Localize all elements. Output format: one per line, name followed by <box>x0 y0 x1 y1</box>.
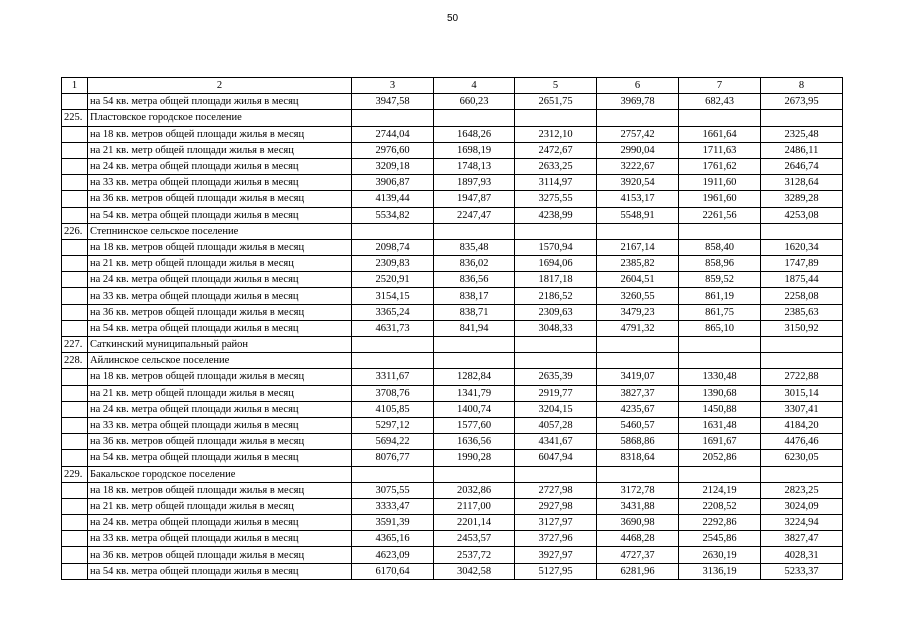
row-number: 226. <box>62 223 88 239</box>
value-cell: 3209,18 <box>352 158 434 174</box>
table-row <box>62 223 843 239</box>
value-cell: 3947,58 <box>352 94 434 110</box>
value-cell <box>352 466 434 482</box>
page-number: 50 <box>446 13 459 24</box>
value-cell: 4139,44 <box>352 191 434 207</box>
value-cell: 1961,60 <box>679 191 761 207</box>
row-number <box>62 450 88 466</box>
value-cell: 3479,23 <box>597 304 679 320</box>
value-cell: 2453,57 <box>434 531 515 547</box>
value-cell: 1341,79 <box>434 385 515 401</box>
row-label: на 33 кв. метра общей площади жилья в месяц <box>88 175 352 191</box>
value-cell: 1400,74 <box>434 401 515 417</box>
value-cell: 3827,47 <box>761 531 843 547</box>
value-cell: 3690,98 <box>597 515 679 531</box>
value-cell <box>761 337 843 353</box>
value-cell: 3333,47 <box>352 498 434 514</box>
row-label: на 21 кв. метр общей площади жилья в месяц <box>88 256 352 272</box>
table-row <box>62 531 843 547</box>
table-row <box>62 320 843 336</box>
row-number <box>62 563 88 579</box>
column-header: 4 <box>434 78 515 94</box>
value-cell: 5694,22 <box>352 434 434 450</box>
row-number <box>62 417 88 433</box>
column-header: 3 <box>352 78 434 94</box>
table-row <box>62 256 843 272</box>
value-cell: 861,19 <box>679 288 761 304</box>
row-number <box>62 385 88 401</box>
table-row <box>62 385 843 401</box>
value-cell: 2604,51 <box>597 272 679 288</box>
value-cell: 4184,20 <box>761 417 843 433</box>
row-number <box>62 288 88 304</box>
value-cell: 4791,32 <box>597 320 679 336</box>
header-row <box>62 78 843 94</box>
value-cell: 4235,67 <box>597 401 679 417</box>
value-cell: 3224,94 <box>761 515 843 531</box>
tariff-table <box>61 77 843 580</box>
value-cell: 2520,91 <box>352 272 434 288</box>
value-cell: 3827,37 <box>597 385 679 401</box>
row-number <box>62 369 88 385</box>
row-label: на 24 кв. метра общей площади жилья в месяц <box>88 401 352 417</box>
value-cell: 1911,60 <box>679 175 761 191</box>
value-cell: 2646,74 <box>761 158 843 174</box>
value-cell: 5127,95 <box>515 563 597 579</box>
value-cell <box>352 353 434 369</box>
value-cell: 1631,48 <box>679 417 761 433</box>
table-row <box>62 515 843 531</box>
value-cell: 8076,77 <box>352 450 434 466</box>
value-cell <box>434 466 515 482</box>
value-cell: 4365,16 <box>352 531 434 547</box>
row-label: на 21 кв. метр общей площади жилья в месяц <box>88 142 352 158</box>
table-row <box>62 563 843 579</box>
value-cell <box>352 223 434 239</box>
value-cell: 3311,67 <box>352 369 434 385</box>
value-cell: 1947,87 <box>434 191 515 207</box>
table-row <box>62 337 843 353</box>
row-number: 227. <box>62 337 88 353</box>
value-cell: 2990,04 <box>597 142 679 158</box>
value-cell: 858,96 <box>679 256 761 272</box>
column-header: 8 <box>761 78 843 94</box>
value-cell: 1330,48 <box>679 369 761 385</box>
column-header: 6 <box>597 78 679 94</box>
table-row <box>62 94 843 110</box>
value-cell: 3128,64 <box>761 175 843 191</box>
value-cell: 3289,28 <box>761 191 843 207</box>
row-number <box>62 482 88 498</box>
value-cell: 1636,56 <box>434 434 515 450</box>
value-cell: 2919,77 <box>515 385 597 401</box>
value-cell: 3204,15 <box>515 401 597 417</box>
value-cell: 3365,24 <box>352 304 434 320</box>
value-cell <box>434 353 515 369</box>
row-number <box>62 531 88 547</box>
value-cell: 2727,98 <box>515 482 597 498</box>
value-cell <box>434 337 515 353</box>
value-cell: 1390,68 <box>679 385 761 401</box>
value-cell: 5548,91 <box>597 207 679 223</box>
value-cell: 1577,60 <box>434 417 515 433</box>
value-cell: 1694,06 <box>515 256 597 272</box>
value-cell: 2757,42 <box>597 126 679 142</box>
row-number <box>62 401 88 417</box>
table-row <box>62 175 843 191</box>
value-cell: 2247,47 <box>434 207 515 223</box>
value-cell: 4341,67 <box>515 434 597 450</box>
row-number <box>62 191 88 207</box>
value-cell <box>352 337 434 353</box>
value-cell: 2635,39 <box>515 369 597 385</box>
value-cell: 1747,89 <box>761 256 843 272</box>
value-cell: 6230,05 <box>761 450 843 466</box>
value-cell: 6281,96 <box>597 563 679 579</box>
value-cell: 2208,52 <box>679 498 761 514</box>
value-cell: 3075,55 <box>352 482 434 498</box>
value-cell: 6047,94 <box>515 450 597 466</box>
row-label: Степнинское сельское поселение <box>88 223 352 239</box>
value-cell: 2032,86 <box>434 482 515 498</box>
value-cell: 1450,88 <box>679 401 761 417</box>
row-number <box>62 158 88 174</box>
column-header: 5 <box>515 78 597 94</box>
value-cell: 1875,44 <box>761 272 843 288</box>
row-label: на 18 кв. метров общей площади жилья в месяц <box>88 369 352 385</box>
value-cell: 3154,15 <box>352 288 434 304</box>
value-cell: 3024,09 <box>761 498 843 514</box>
value-cell: 2309,83 <box>352 256 434 272</box>
value-cell: 1691,67 <box>679 434 761 450</box>
table-row <box>62 126 843 142</box>
value-cell: 1817,18 <box>515 272 597 288</box>
value-cell: 3275,55 <box>515 191 597 207</box>
value-cell: 5534,82 <box>352 207 434 223</box>
row-label: Айлинское сельское поселение <box>88 353 352 369</box>
value-cell: 4476,46 <box>761 434 843 450</box>
value-cell: 4623,09 <box>352 547 434 563</box>
value-cell <box>352 110 434 126</box>
value-cell: 2927,98 <box>515 498 597 514</box>
value-cell: 1698,19 <box>434 142 515 158</box>
row-label: на 24 кв. метра общей площади жилья в месяц <box>88 515 352 531</box>
value-cell <box>597 466 679 482</box>
row-label: на 54 кв. метра общей площади жилья в месяц <box>88 450 352 466</box>
column-header: 1 <box>62 78 88 94</box>
row-label: на 36 кв. метров общей площади жилья в месяц <box>88 547 352 563</box>
row-label: на 24 кв. метра общей площади жилья в месяц <box>88 158 352 174</box>
value-cell: 2651,75 <box>515 94 597 110</box>
column-header: 7 <box>679 78 761 94</box>
row-number <box>62 175 88 191</box>
value-cell: 1661,64 <box>679 126 761 142</box>
row-number <box>62 239 88 255</box>
value-cell: 3222,67 <box>597 158 679 174</box>
value-cell: 3048,33 <box>515 320 597 336</box>
row-label: Пластовское городское поселение <box>88 110 352 126</box>
value-cell: 861,75 <box>679 304 761 320</box>
value-cell: 2312,10 <box>515 126 597 142</box>
value-cell: 2309,63 <box>515 304 597 320</box>
value-cell: 2630,19 <box>679 547 761 563</box>
value-cell <box>434 223 515 239</box>
value-cell: 2722,88 <box>761 369 843 385</box>
value-cell: 2385,63 <box>761 304 843 320</box>
value-cell: 4028,31 <box>761 547 843 563</box>
value-cell: 2261,56 <box>679 207 761 223</box>
value-cell: 841,94 <box>434 320 515 336</box>
row-number <box>62 515 88 531</box>
row-label: на 18 кв. метров общей площади жилья в месяц <box>88 126 352 142</box>
value-cell: 2976,60 <box>352 142 434 158</box>
value-cell: 1570,94 <box>515 239 597 255</box>
row-number: 229. <box>62 466 88 482</box>
row-label: на 33 кв. метра общей площади жилья в месяц <box>88 417 352 433</box>
value-cell <box>679 466 761 482</box>
table-row <box>62 110 843 126</box>
value-cell: 2385,82 <box>597 256 679 272</box>
value-cell: 2744,04 <box>352 126 434 142</box>
row-number: 228. <box>62 353 88 369</box>
value-cell: 4727,37 <box>597 547 679 563</box>
value-cell: 836,56 <box>434 272 515 288</box>
row-number <box>62 256 88 272</box>
row-label: на 21 кв. метр общей площади жилья в месяц <box>88 498 352 514</box>
table-row <box>62 401 843 417</box>
value-cell: 3431,88 <box>597 498 679 514</box>
value-cell <box>515 353 597 369</box>
value-cell <box>679 110 761 126</box>
value-cell: 682,43 <box>679 94 761 110</box>
value-cell: 3906,87 <box>352 175 434 191</box>
value-cell: 835,48 <box>434 239 515 255</box>
value-cell <box>597 110 679 126</box>
value-cell: 865,10 <box>679 320 761 336</box>
value-cell: 2472,67 <box>515 142 597 158</box>
value-cell: 3708,76 <box>352 385 434 401</box>
value-cell <box>761 223 843 239</box>
row-label: на 24 кв. метра общей площади жилья в месяц <box>88 272 352 288</box>
value-cell: 2537,72 <box>434 547 515 563</box>
value-cell: 5460,57 <box>597 417 679 433</box>
value-cell <box>515 466 597 482</box>
value-cell: 4253,08 <box>761 207 843 223</box>
value-cell: 1620,34 <box>761 239 843 255</box>
value-cell: 6170,64 <box>352 563 434 579</box>
value-cell: 2098,74 <box>352 239 434 255</box>
value-cell: 2186,52 <box>515 288 597 304</box>
value-cell <box>679 223 761 239</box>
value-cell: 5233,37 <box>761 563 843 579</box>
column-header: 2 <box>88 78 352 94</box>
value-cell <box>761 466 843 482</box>
value-cell <box>597 337 679 353</box>
value-cell: 2117,00 <box>434 498 515 514</box>
value-cell <box>679 353 761 369</box>
row-label: Бакальское городское поселение <box>88 466 352 482</box>
value-cell: 4468,28 <box>597 531 679 547</box>
value-cell: 4631,73 <box>352 320 434 336</box>
row-label: Саткинский муниципальный район <box>88 337 352 353</box>
row-number <box>62 207 88 223</box>
row-label: на 54 кв. метра общей площади жилья в месяц <box>88 207 352 223</box>
table-row <box>62 369 843 385</box>
value-cell: 3419,07 <box>597 369 679 385</box>
value-cell: 838,17 <box>434 288 515 304</box>
row-label: на 18 кв. метров общей площади жилья в месяц <box>88 239 352 255</box>
row-label: на 21 кв. метр общей площади жилья в месяц <box>88 385 352 401</box>
row-label: на 36 кв. метров общей площади жилья в месяц <box>88 304 352 320</box>
table-row <box>62 466 843 482</box>
value-cell: 2258,08 <box>761 288 843 304</box>
table-row <box>62 142 843 158</box>
value-cell: 838,71 <box>434 304 515 320</box>
table-row <box>62 304 843 320</box>
table-body <box>62 78 843 580</box>
value-cell: 2486,11 <box>761 142 843 158</box>
value-cell: 2201,14 <box>434 515 515 531</box>
table-row <box>62 191 843 207</box>
value-cell: 2325,48 <box>761 126 843 142</box>
row-number <box>62 94 88 110</box>
value-cell: 4105,85 <box>352 401 434 417</box>
row-number <box>62 498 88 514</box>
value-cell: 2545,86 <box>679 531 761 547</box>
row-label: на 54 кв. метра общей площади жилья в месяц <box>88 94 352 110</box>
value-cell: 3127,97 <box>515 515 597 531</box>
value-cell <box>434 110 515 126</box>
table-row <box>62 207 843 223</box>
row-number <box>62 320 88 336</box>
value-cell: 1990,28 <box>434 450 515 466</box>
value-cell: 4238,99 <box>515 207 597 223</box>
value-cell: 4057,28 <box>515 417 597 433</box>
table-row <box>62 547 843 563</box>
table-row <box>62 450 843 466</box>
row-number: 225. <box>62 110 88 126</box>
value-cell <box>761 353 843 369</box>
value-cell: 3927,97 <box>515 547 597 563</box>
value-cell: 2124,19 <box>679 482 761 498</box>
row-label: на 36 кв. метров общей площади жилья в месяц <box>88 191 352 207</box>
table-row <box>62 498 843 514</box>
value-cell <box>597 223 679 239</box>
value-cell: 1748,13 <box>434 158 515 174</box>
table-row <box>62 353 843 369</box>
value-cell: 2633,25 <box>515 158 597 174</box>
row-label: на 36 кв. метров общей площади жилья в месяц <box>88 434 352 450</box>
row-label: на 33 кв. метра общей площади жилья в месяц <box>88 531 352 547</box>
value-cell: 660,23 <box>434 94 515 110</box>
value-cell: 858,40 <box>679 239 761 255</box>
value-cell <box>761 110 843 126</box>
row-number <box>62 434 88 450</box>
row-number <box>62 126 88 142</box>
value-cell: 3260,55 <box>597 288 679 304</box>
value-cell: 3136,19 <box>679 563 761 579</box>
value-cell: 2052,86 <box>679 450 761 466</box>
table-row <box>62 158 843 174</box>
value-cell: 8318,64 <box>597 450 679 466</box>
value-cell: 4153,17 <box>597 191 679 207</box>
value-cell: 2823,25 <box>761 482 843 498</box>
table-row <box>62 272 843 288</box>
value-cell: 2673,95 <box>761 94 843 110</box>
row-label: на 33 кв. метра общей площади жилья в месяц <box>88 288 352 304</box>
value-cell <box>597 353 679 369</box>
value-cell: 3150,92 <box>761 320 843 336</box>
value-cell <box>515 223 597 239</box>
value-cell <box>679 337 761 353</box>
table-row <box>62 288 843 304</box>
value-cell: 3172,78 <box>597 482 679 498</box>
value-cell: 2167,14 <box>597 239 679 255</box>
value-cell: 836,02 <box>434 256 515 272</box>
row-number <box>62 142 88 158</box>
row-label: на 54 кв. метра общей площади жилья в месяц <box>88 320 352 336</box>
value-cell: 3727,96 <box>515 531 597 547</box>
value-cell: 3920,54 <box>597 175 679 191</box>
value-cell: 1711,63 <box>679 142 761 158</box>
table-row <box>62 239 843 255</box>
value-cell: 1282,84 <box>434 369 515 385</box>
value-cell: 5868,86 <box>597 434 679 450</box>
table-row <box>62 434 843 450</box>
value-cell: 3042,58 <box>434 563 515 579</box>
row-label: на 54 кв. метра общей площади жилья в месяц <box>88 563 352 579</box>
value-cell: 859,52 <box>679 272 761 288</box>
value-cell: 1897,93 <box>434 175 515 191</box>
value-cell: 2292,86 <box>679 515 761 531</box>
value-cell: 3114,97 <box>515 175 597 191</box>
value-cell <box>515 337 597 353</box>
row-number <box>62 272 88 288</box>
value-cell: 1648,26 <box>434 126 515 142</box>
value-cell: 1761,62 <box>679 158 761 174</box>
value-cell: 3307,41 <box>761 401 843 417</box>
value-cell: 3591,39 <box>352 515 434 531</box>
value-cell: 5297,12 <box>352 417 434 433</box>
row-number <box>62 547 88 563</box>
row-number <box>62 304 88 320</box>
table-row <box>62 482 843 498</box>
table-row <box>62 417 843 433</box>
value-cell: 3969,78 <box>597 94 679 110</box>
row-label: на 18 кв. метров общей площади жилья в месяц <box>88 482 352 498</box>
value-cell: 3015,14 <box>761 385 843 401</box>
value-cell <box>515 110 597 126</box>
